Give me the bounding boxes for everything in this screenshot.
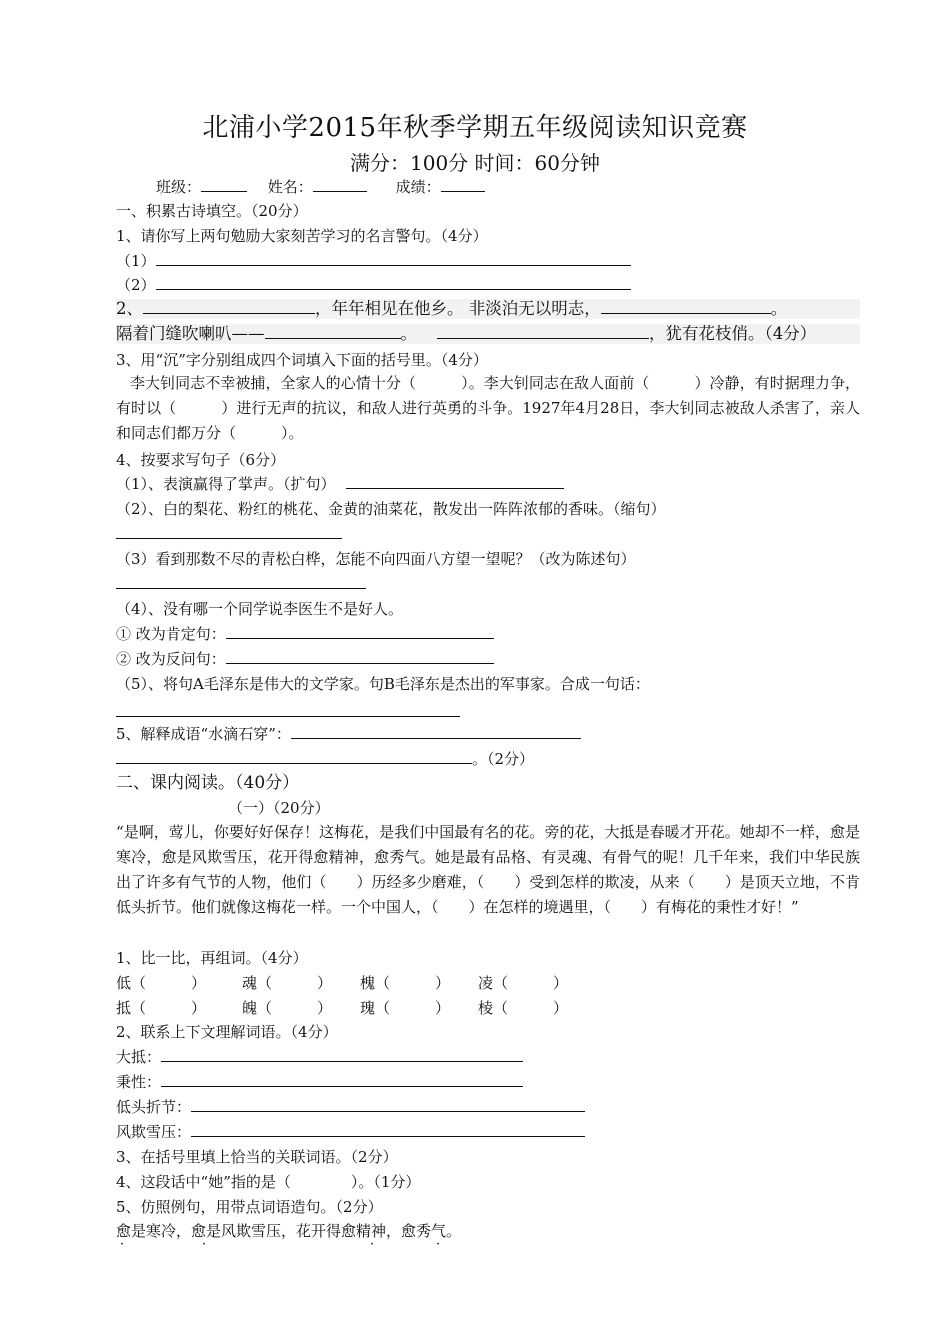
s1-q1-line2 [116,275,631,295]
s1-q1-blank-2[interactable] [156,275,631,290]
s1-q4-3-answer [116,574,366,594]
s1-q1-blank-1[interactable] [156,251,631,266]
s2-q5: 5、仿照例句，用带点词语造句。（2分） [116,1198,383,1216]
s2-q1-r2-c1: 抵（ ） [116,999,207,1017]
section2-heading: 二、课内阅读。（40分） [116,773,300,793]
s1-q2-line2-prefix: 隔着门缝吹喇叭—— [116,324,265,343]
s1-q4-1 [116,474,564,494]
s1-q2-blank-2[interactable] [601,299,771,314]
s1-q2-blank-1[interactable] [143,299,315,314]
s2-q1-row2 [116,998,568,1018]
s1-q4-2: （2）、白的梨花、粉红的桃花、金黄的油菜花，散发出一阵阵浓郁的香味。（缩句） [116,500,666,518]
s1-q2-prefix: 2、 [116,299,143,318]
s1-q2-end1: 。 [770,299,788,318]
s1-q1: 1、请你写上两句勉励大家刻苦学习的名言警句。（4分） [116,227,488,245]
emphasis-dot-3: · [370,1237,375,1252]
exam-subtitle: 满分：100分 时间：60分钟 [350,151,600,175]
s1-q5-blank-1[interactable] [291,724,581,739]
s1-q5-text: 5、解释成语“水滴石穿”： [116,725,291,743]
exam-title: 北浦小学2015年秋季学期五年级阅读知识竞赛 [202,113,748,143]
s2-example: 愈是寒冷，愈是风欺雪压，花开得愈精神，愈秀气。 [116,1222,462,1240]
s2-q1-row1 [116,973,568,993]
s2-q1-r2-c4: 棱（ ） [478,999,569,1017]
s2-q2-w1 [116,1047,523,1067]
s1-q4-4b-label: ② 改为反问句： [116,650,226,668]
s1-q4-4a [116,624,494,644]
s2-q1: 1、比一比，再组词。（4分） [116,949,308,967]
s2-q2-w4-blank[interactable] [191,1122,585,1137]
s2-q4: 4、这段话中“她”指的是（ ）。（1分） [116,1173,421,1191]
s1-q3-text: 李大钊同志不幸被捕，全家人的心情十分（ ）。李大钊同志在敌人面前（ ）冷静，有时据理力争，有时以（ ）进行无声的抗议，和敌人进行英勇的斗争。1927年4月28日，李大钊同志被敌人杀害了，亲人和同志们都万分（ ）。 [116,374,860,442]
s1-q3: 3、用“沉”字分别组成四个词填入下面的括号里。（4分） [116,351,488,369]
s2-q3: 3、在括号里填上恰当的关联词语。（2分） [116,1148,398,1166]
s2-q2: 2、联系上下文理解词语。（4分） [116,1023,338,1041]
s1-q5 [116,724,581,744]
s1-q2-part1: ，年年相见在他乡。 非淡泊无以明志， [315,299,601,318]
s2-q1-r1-c1: 低（ ） [116,974,207,992]
s2-q1-r1-c4: 凌（ ） [478,974,569,992]
s1-q4: 4、按要求写句子（6分） [116,451,286,469]
s2-q1-r2-c2: 魄（ ） [242,999,333,1017]
s1-q5-blank-2[interactable] [116,749,472,764]
s1-q4-4a-blank[interactable] [226,624,494,639]
student-info-row [156,177,485,197]
s2-q2-w4 [116,1122,585,1142]
emphasis-dot-2: · [202,1237,207,1252]
s1-q1-label-2: （2） [116,276,156,294]
s1-q2-blank-4[interactable] [437,324,649,339]
s1-q2-blank-3[interactable] [265,324,401,339]
emphasis-dot-4: · [436,1237,441,1252]
s2-q2-w1-blank[interactable] [161,1047,523,1062]
s1-q4-4b [116,649,494,669]
s2-q1-r1-c2: 魂（ ） [242,974,333,992]
s1-q4-4a-label: ① 改为肯定句： [116,625,226,643]
s1-q4-5-blank[interactable] [116,702,460,717]
class-label: 班级： [156,178,202,196]
s2-q2-w3 [116,1097,585,1117]
score-label: 成绩： [395,178,441,196]
s1-q4-3-blank[interactable] [116,574,366,589]
s2-q2-w2 [116,1072,523,1092]
s1-q5-end: 。（2分） [472,750,535,768]
s2-q2-w2-label: 秉性： [116,1073,162,1091]
s1-q2-line2-mid: 。 [400,324,417,343]
s1-q1-label-1: （1） [116,252,156,270]
name-blank[interactable] [313,177,367,192]
s2-part-label: （一）（20分） [228,799,330,817]
s1-q4-1-blank[interactable] [346,474,564,489]
section1-heading: 一、积累古诗填空。（20分） [116,202,308,220]
s2-q2-w1-label: 大抵： [116,1048,162,1066]
s2-q1-r2-c3: 瑰（ ） [360,999,451,1017]
s1-q1-line1 [116,251,631,271]
s1-q2-line2-end: ，犹有花枝俏。（4分） [649,324,817,343]
s1-q2-line2 [116,324,860,344]
name-label: 姓名： [267,178,313,196]
s2-passage: “是啊，莺儿，你要好好保存！这梅花，是我们中国最有名的花。旁的花，大抵是春暖才开花。她却不一样，愈是寒冷，愈是风欺雪压，花开得愈精神，愈秀气。她是最有品格、有灵魂、有骨气的呢！几千年来，我们中华民族出了许多有气节的人物，他们（ ）历经多少磨难，（ ）受到怎样的欺凌，从来（ ）是顶天立地，不肯低头折节。他们就像这梅花一样。一个中国人，（ ）在怎样的境遇里，（ ）有梅花的秉性才好！” [116,823,860,916]
s1-q4-2-answer [116,524,342,544]
s2-q1-r1-c3: 槐（ ） [360,974,451,992]
s1-q4-3: （3）看到那数不尽的青松白桦，怎能不向四面八方望一望呢？（改为陈述句） [116,550,636,568]
s1-q5-line2 [116,749,534,769]
s1-q4-4b-blank[interactable] [226,649,494,664]
s1-q4-2-blank[interactable] [116,524,342,539]
s1-q2-line1 [116,299,860,319]
class-blank[interactable] [201,177,247,192]
s2-q2-w3-label: 低头折节： [116,1098,192,1116]
emphasis-dot-1: · [120,1237,125,1252]
score-blank[interactable] [441,177,485,192]
s1-q4-1-text: （1）、表演赢得了掌声。（扩句） [116,475,336,493]
s1-q4-5-answer [116,702,460,722]
s2-q2-w3-blank[interactable] [191,1097,585,1112]
s2-q2-w4-label: 风欺雪压： [116,1123,192,1141]
s1-q4-4: （4）、没有哪一个同学说李医生不是好人。 [116,600,404,618]
s1-q4-5: （5）、将句A毛泽东是伟大的文学家。句B毛泽东是杰出的军事家。合成一句话： [116,675,650,693]
s2-q2-w2-blank[interactable] [161,1072,523,1087]
